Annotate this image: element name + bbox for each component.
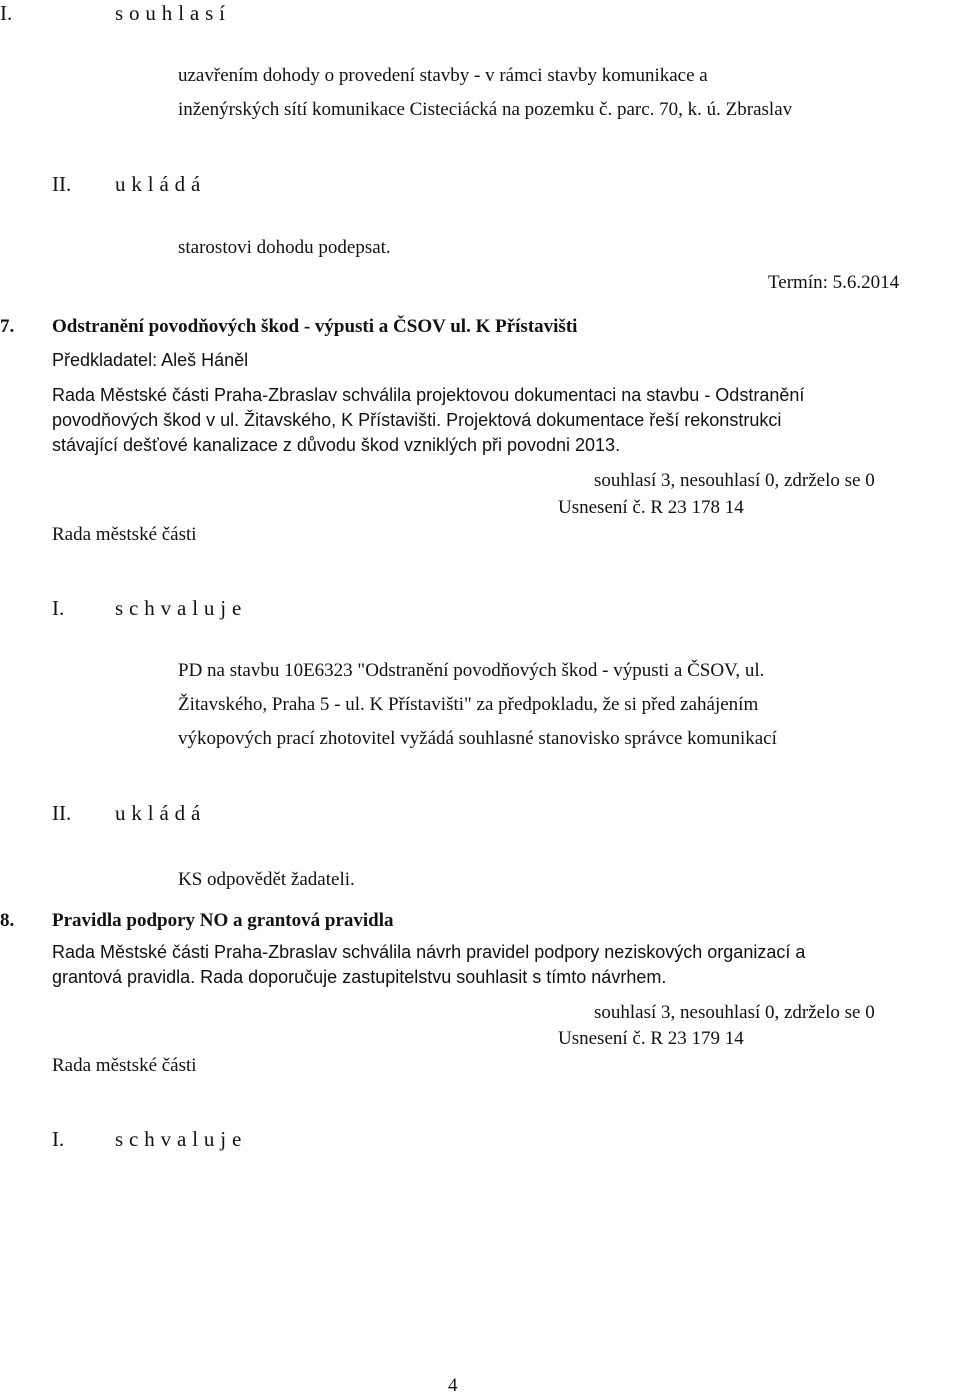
item-title-rest: K Přístavišti bbox=[475, 316, 578, 337]
text-line: inženýrských sítí komunikace Cisteciácká na pozemku č. parc. 70, k. ú. Zbraslav bbox=[178, 99, 793, 120]
vote-result: souhlasí 3, nesouhlasí 0, zdrželo se 0 bbox=[594, 470, 875, 491]
text-line: Žitavského, Praha 5 - ul. K Přístavišti" za předpokladu, že si před zahájením bbox=[178, 694, 759, 715]
council-label: Rada městské části bbox=[52, 524, 197, 545]
item-title bbox=[52, 317, 577, 336]
text-line: PD na stavbu 10E6323 "Odstranění povodňových škod - výpusti a ČSOV, ul. bbox=[178, 660, 765, 681]
item-number: 8. bbox=[0, 910, 15, 931]
body-line: Rada Městské části Praha-Zbraslav schválila návrh pravidel podpory neziskových organizací a bbox=[52, 942, 806, 962]
item-title-bold: Odstranění povodňových škod - výpusti a ČSOV ul. bbox=[52, 316, 471, 337]
text-line: starostovi dohodu podepsat. bbox=[178, 237, 391, 258]
resolution-number: Usnesení č. R 23 178 14 bbox=[558, 497, 744, 518]
section-verb: schvaluje bbox=[115, 596, 248, 620]
text-line: uzavřením dohody o provedení stavby - v rámci stavby komunikace a bbox=[178, 65, 708, 86]
section-verb: schvaluje bbox=[115, 1127, 248, 1151]
body-line: grantová pravidla. Rada doporučuje zastupitelstvu souhlasit s tímto návrhem. bbox=[52, 967, 667, 987]
body-line: stávající dešťové kanalizace z důvodu škod vzniklých při povodni 2013. bbox=[52, 435, 621, 455]
body-line: Rada Městské části Praha-Zbraslav schválila projektovou dokumentaci na stavbu - Odstranění bbox=[52, 385, 805, 405]
section-verb: ukládá bbox=[115, 172, 207, 196]
resolution-number: Usnesení č. R 23 179 14 bbox=[558, 1028, 744, 1049]
vote-result: souhlasí 3, nesouhlasí 0, zdrželo se 0 bbox=[594, 1002, 875, 1023]
section-number: II. bbox=[52, 172, 72, 196]
council-label: Rada městské části bbox=[52, 1055, 197, 1076]
section-number: I. bbox=[52, 596, 65, 620]
section-number: I. bbox=[52, 1127, 65, 1151]
body-line: povodňových škod v ul. Žitavského, K Přístavišti. Projektová dokumentace řeší rekonstrukci bbox=[52, 410, 782, 430]
section-verb: souhlasí bbox=[115, 1, 231, 25]
section-verb: ukládá bbox=[115, 801, 207, 825]
page-number: 4 bbox=[448, 1375, 458, 1396]
text-line: výkopových prací zhotovitel vyžádá souhlasné stanovisko správce komunikací bbox=[178, 728, 777, 749]
deadline: Termín: 5.6.2014 bbox=[768, 272, 900, 293]
item-title: Pravidla podpory NO a grantová pravidla bbox=[52, 910, 394, 931]
section-number: II. bbox=[52, 801, 72, 825]
section-number: I. bbox=[0, 1, 13, 25]
item-number: 7. bbox=[0, 316, 15, 337]
text-line: KS odpovědět žadateli. bbox=[178, 869, 355, 890]
submitter: Předkladatel: Aleš Háněl bbox=[52, 350, 249, 370]
